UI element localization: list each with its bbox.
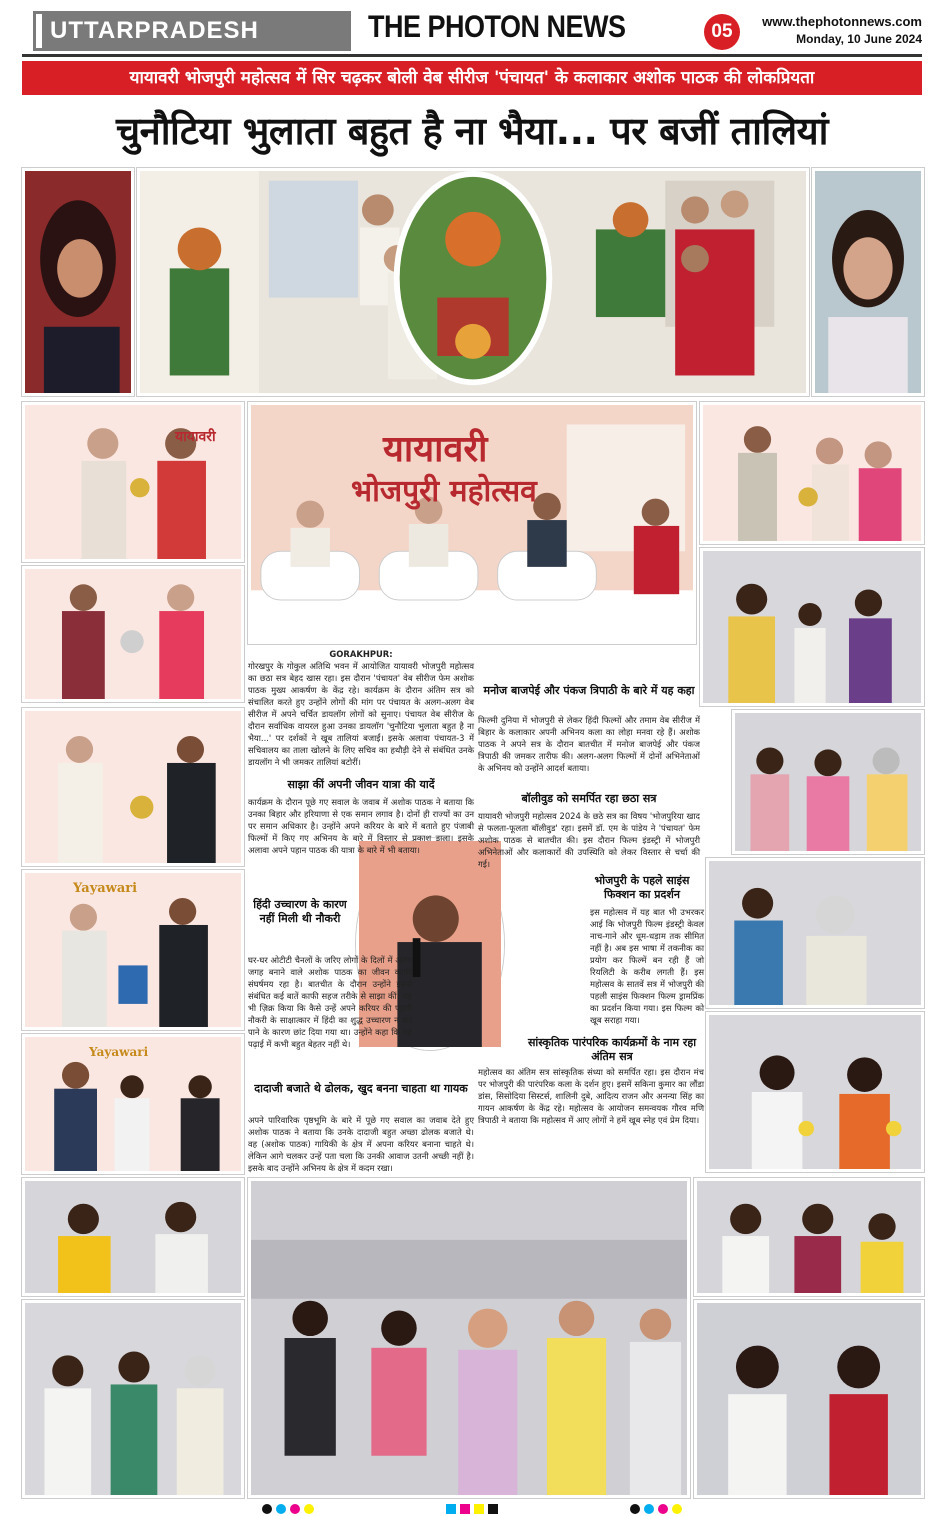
photo-woman-portrait-right <box>812 168 924 396</box>
photo-award-presentation-1 <box>22 402 244 562</box>
yayawari-logo: यायावरी <box>175 429 216 445</box>
article-intro <box>248 648 474 786</box>
subhead-life-journey: साझा कीं अपनी जीवन यात्रा की यादें <box>287 778 435 791</box>
photo-award-presentation-5 <box>22 870 244 1030</box>
photo-audience-girls <box>706 1012 924 1172</box>
photo-girls-portrait <box>694 1300 924 1498</box>
award-image <box>25 873 241 1027</box>
audience-image <box>25 1181 241 1293</box>
photo-award-presentation-3 <box>22 566 244 702</box>
photo-audience-hall <box>248 1178 690 1498</box>
subhead-manoj-pankaj: मनोज बाजपेई और पंकज त्रिपाठी के बारे में यह कहा <box>483 684 695 697</box>
award-image <box>25 711 241 863</box>
masthead-rule <box>22 54 922 57</box>
photo-audience-row-2 <box>706 858 924 1008</box>
page-number-badge: 05 <box>704 14 740 50</box>
registration-marks-left <box>262 1504 314 1514</box>
portrait-image <box>815 171 921 393</box>
kicker-strap: यायावरी भोजपुरी महोत्सव में सिर चढ़कर बोली वेब सीरीज 'पंचायत' के कलाकार अशोक पाठक की लोकप्रियता <box>22 61 922 95</box>
article-para-3: अपने पारिवारिक पृष्ठभूमि के बारे में पूछे गए सवाल का जवाब देते हुए अशोक पाठक ने बताया कि उनके दादाजी बहुत अच्छा ढोलक बजाते थे। वह (अशोक पाठक) गायिकी के क्षेत्र में अपना करियर बनाना चाहते थे। लेकिन आगे चलकर उन्हें पता चला कि उनकी आवाज उतनी अच्छी नहीं है। इसके बाद उन्होंने अभिनय के क्षेत्र में कदम रखा। <box>248 1115 474 1173</box>
award-image <box>703 405 921 541</box>
yayawari-sign: Yayawari <box>89 1045 149 1059</box>
award-image <box>25 569 241 699</box>
photo-award-presentation-4 <box>22 708 244 866</box>
photo-stage-panel <box>248 402 696 644</box>
registration-marks-center <box>446 1504 498 1514</box>
audience-image <box>251 1181 687 1495</box>
website-link[interactable]: www.thephotonnews.com <box>762 14 922 29</box>
subhead-science-fiction: भोजपुरी के पहले साइंस फिक्शन का प्रदर्शन <box>594 874 690 901</box>
festival-banner-subtitle: भोजपुरी महोत्सव <box>351 474 537 509</box>
article-para-5: यायावरी भोजपुरी महोत्सव 2024 के छठे सत्र का विषय 'भोजपुरिया खाद से फलता-फूलता बॉलीवुड' रहा। इसमें डॉ. एम के पांडेय ने 'पंचायत' फेम अशोक पाठक से बातचीत की। इस दौरान फिल्म इंडस्ट्री में भोजपुरी अभिनेताओं और कलाकारों की उपस्थिति को लेकर विस्तार से चर्चा की गई। <box>478 811 700 869</box>
subhead-hindi-pronunciation: हिंदी उच्चारण के कारण नहीं मिली थी नौकरी <box>253 898 347 925</box>
audience-image <box>25 1303 241 1495</box>
subhead-bollywood-session: बॉलीवुड को समर्पित रहा छठा सत्र <box>521 792 657 805</box>
article-intro-text: गोरखपुर के गोकुल अतिथि भवन में आयोजित यायावरी भोजपुरी महोत्सव का छठा सत्र बेहद खास रहा। इस दौरान 'पंचायत' वेब सीरीज फेम अशोक पाठक मुख्य आकर्षण के केंद्र रहे। कार्यक्रम के दौरान अंतिम सत्र को संचालित करते हुए उन्होंने लोगों की मांग पर पंचायत के अलग-अलग वेब सीरीज में अपने चर्चित डायलॉग लोगों को सुनाए। पंचायत वेब सीरीज के दौरान सर्वाधिक वायरल हुआ उनका डायलॉग 'चुनौटिया भुलाता बहुत है ना भैया...' पर दर्शकों ने खूब तालियां बजाईं। इसके अलावा पंचायत-3 में सचिवालय का ताला खोलने के लिए सचिव का हथौड़ी देने से संबंधित उनके डायलॉग ने भी जमकर तालियां बटोरीं। <box>248 661 474 767</box>
newspaper-brand: THE PHOTON NEWS <box>368 9 626 44</box>
dateline: GORAKHPUR: <box>329 649 393 659</box>
yayawari-sign: Yayawari <box>73 881 138 896</box>
photo-audience-seated-men <box>22 1300 244 1498</box>
subhead-cultural-session: सांस्कृतिक पारंपरिक कार्यक्रमों के नाम रहा अंतिम सत्र <box>527 1036 697 1063</box>
photo-audience-men-yellow <box>22 1178 244 1296</box>
registration-marks-right <box>630 1504 682 1514</box>
audience-image <box>697 1303 921 1495</box>
audience-image <box>709 861 921 1005</box>
audience-image <box>735 713 921 851</box>
section-tag: UTTARPRADESH <box>36 14 348 48</box>
photo-audience-women <box>700 548 924 706</box>
audience-image <box>703 551 921 703</box>
portrait-image <box>25 171 131 393</box>
audience-image <box>709 1015 921 1169</box>
photo-award-presentation-6 <box>22 1034 244 1174</box>
lamp-lighting-image <box>140 171 806 393</box>
article-para-7: महोत्सव का अंतिम सत्र सांस्कृतिक संध्या को समर्पित रहा। इस दौरान मंच पर भोजपुरी की पारंपरिक कला के दर्शन हुए। इसमें सकिना कुमार का लौंडा डांस, सिसोदिया सिस्टर्स, शालिनी दुबे, आदित्य राजन और अनन्या सिंह का गायन आकर्षण के केंद्र रहे। महोत्सव के आयोजन समन्वयक गौरव मणि त्रिपाठी ने बताया कि महोत्सव में आए लोगों ने हमें खूब स्नेह एवं प्रेम दिया। <box>478 1067 704 1125</box>
photo-award-presentation-2 <box>700 402 924 544</box>
photo-lamp-lighting <box>137 168 809 396</box>
article-para-1: कार्यक्रम के दौरान पूछे गए सवाल के जवाब में अशोक पाठक ने बताया कि उनका बिहार और हरियाणा से एक समान लगाव है। दोनों ही राज्यों का उन पर समान अधिकार है। उन्होंने अपने करियर के बारे में बताते हुए पंजाबी फिल्मों में किए गए अभिनय के बारे में विस्तार से प्रकाश डाला। इसके अलावा अपने पहान पाठक की यात्रा के बारे में भी बताया। <box>248 797 474 855</box>
article-para-6: इस महोत्सव में यह बात भी उभरकर आई कि भोजपुरी फिल्म इंडस्ट्री केवल नाच-गाने और धूम-धड़ाम तक सीमित नहीं है। अब इस भाषा में तकनीक का प्रयोग कर फिल्में बन रही हैं जो रियलिटी के करीब लगती हैं। इस महोत्सव के सातवें सत्र में भोजपुरी की पहली साइंस फिक्शन फिल्म ड्रामप्रिंक का प्रदर्शन किया गया। इस फिल्म को खूब सराहा गया। <box>590 907 704 1025</box>
article-para-2: घर-घर ओटीटी चैनलों के जरिए लोगों के दिलों में अलग जगह बनाने वाले अशोक पाठक का जीवन काफी संघर्षमय रहा है। बातचीत के दौरान उन्होंने इससे संबंधित कई बातें काफी सहज तरीके से साझा कीं। यह भी ज़िक्र किया कि कैसे उन्हें अपने करियर की पहली नौकरी के साक्षात्कार में हिंदी का शुद्ध उच्चारण न कर पाने के कारण छांट दिया गया था। उन्होंने कहा कि वह पढ़ाई में कभी बहुत बेहतर नहीं थे। <box>248 955 412 1049</box>
photo-woman-portrait-left <box>22 168 134 396</box>
page-headline: चुनौटिया भुलाता बहुत है ना भैया... पर बजीं तालियां <box>116 109 828 153</box>
photo-audience-row-1 <box>732 710 924 854</box>
issue-date: Monday, 10 June 2024 <box>796 32 922 46</box>
photo-audience-front-row <box>694 1178 924 1296</box>
subhead-grandfather-dholak: दादाजी बजाते थे ढोलक, खुद बनना चाहता था गायक <box>254 1082 468 1095</box>
article-para-4: फिल्मी दुनिया में भोजपुरी से लेकर हिंदी फिल्मों और तमाम वेब सीरीज में बिहार के कलाकार अपनी अभिनय कला का लोहा मनवा रहे हैं। अशोक पाठक ने अपने सत्र के दौरान बातचीत में मनोज बाजपेई और पंकज त्रिपाठी की जमकर तारीफ की। अलग-अलग फिल्मों में दोनों अभिनेताओं के अभिनय को उन्होंने आदर्श बताया। <box>478 715 700 773</box>
festival-banner-title: यायावरी <box>383 428 488 470</box>
audience-image <box>697 1181 921 1293</box>
